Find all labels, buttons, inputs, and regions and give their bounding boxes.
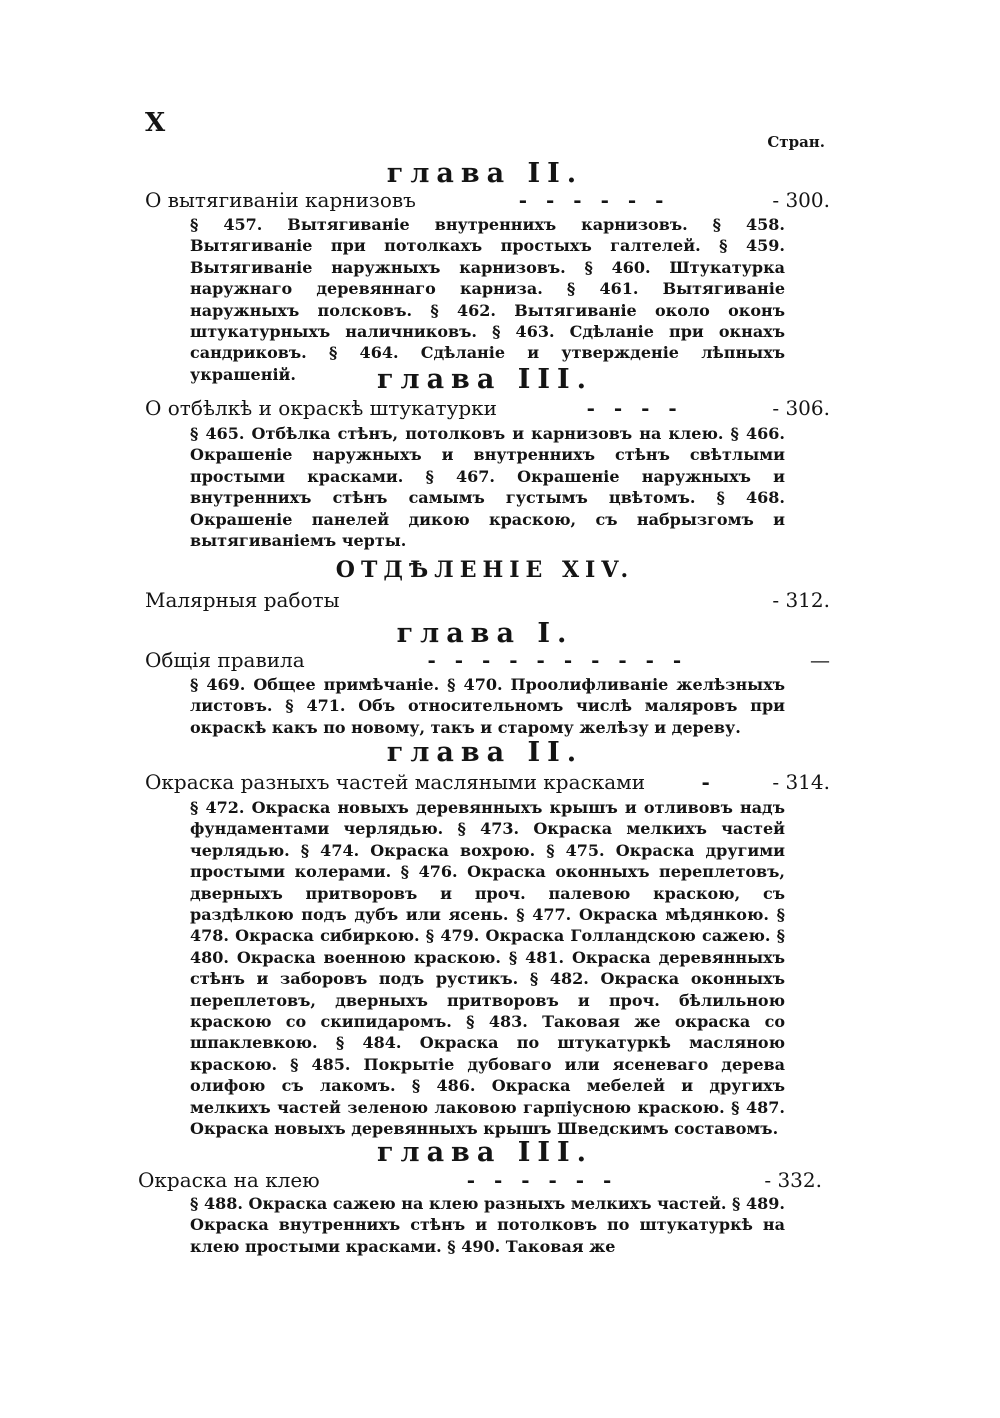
toc-entry-page: - 312. <box>772 588 830 612</box>
toc-entry-page: - 306. <box>772 396 830 420</box>
toc-entry-title: Общiя правила <box>145 648 305 672</box>
toc-entry-title: О вытягиванiи карнизовъ <box>145 188 416 212</box>
toc-entry <box>145 396 830 420</box>
leader-dots: - - - - <box>586 396 683 420</box>
chapter-heading: глава III. <box>376 364 594 395</box>
page-column-label: Стран. <box>767 133 825 151</box>
toc-entry <box>145 588 830 612</box>
chapter-heading: глава III. <box>376 1137 594 1168</box>
division-heading: ОТДѢЛЕНIЕ XIV. <box>335 557 635 583</box>
leader-dots: - - - - - - - - - - <box>427 648 688 672</box>
page-number: X <box>145 108 166 138</box>
toc-entry-page: - 332. <box>764 1168 822 1192</box>
paragraph-list: § 488. Окраска сажею на клею разныхъ мелкихъ частей. § 489. Окраска внутреннихъ стѣнъ и потолковъ по штукатуркѣ на клею простыми красками. § 490. Таковая же <box>190 1194 785 1256</box>
paragraph-list: § 457. Вытягиванiе внутреннихъ карнизовъ. § 458. Вытягиванiе при потолкахъ простыхъ галтелей. § 459. Вытягиванiе наружныхъ карнизовъ. § 460. Штукатурка наружнаго деревяннаго карниза. § 461. Вытягиванiе наружныхъ полсковъ. § 462. Вытягиванiе около оконъ штукатурныхъ наличниковъ. § 463. Сдѣланiе при окнахъ сандриковъ. § 464. Сдѣланiе и утвержденiе лѣпныхъ украшенiй. <box>190 215 785 384</box>
toc-entry-page: - 300. <box>772 188 830 212</box>
toc-entry-page: — <box>810 648 830 672</box>
toc-entry <box>145 648 830 672</box>
paragraph-list: § 472. Окраска новыхъ деревянныхъ крышъ и отливовъ надъ фундаментами черлядью. § 473. Окраска мелкихъ частей черлядью. § 474. Окраска вохрою. § 475. Окраска другими простыми колерами. § 476. Окраска оконныхъ переплетовъ, дверныхъ притворовъ и проч. палевою краскою, съ раздѣлкою подъ дубъ или ясень. § 477. Окраска мѣдянкою. § 478. Окраска сибиркою. § 479. Окраска Голландскою сажею. § 480. Окраска военною краскою. § 481. Окраска деревянныхъ стѣнъ и заборовъ подъ рустикъ. § 482. Окраска оконныхъ переплетовъ, дверныхъ притворовъ и проч. бѣлильною краскою со скипидаромъ. § 483. Таковая же окраска со шпаклевкою. § 484. Окраска по штукатуркѣ масляною краскою. § 485. Покрытiе дубоваго или ясеневаго дерева олифою съ лакомъ. § 486. Окраска мебелей и другихъ мелкихъ частей зеленою лаковою гарпiусною краскою. § 487. Окраска новыхъ деревянныхъ крышъ Шведскимъ составомъ. <box>190 798 785 1139</box>
toc-entry-title: Окраска на клею <box>138 1168 320 1192</box>
leader-dots: - - - - - - <box>518 188 670 212</box>
leader-dots: - - - - - - <box>466 1168 618 1192</box>
chapter-heading: глава II. <box>386 158 584 189</box>
chapter-heading: глава I. <box>396 618 574 649</box>
toc-entry-page: - 314. <box>772 770 830 794</box>
toc-entry <box>145 188 830 212</box>
leader-dots: - <box>701 770 716 794</box>
toc-entry-title: О отбѣлкѣ и окраскѣ штукатурки <box>145 396 497 420</box>
paragraph-list: § 465. Отбѣлка стѣнъ, потолковъ и карнизовъ на клею. § 466. Окрашенiе наружныхъ и внутреннихъ стѣнъ свѣтлыми простыми красками. § 467. Окрашенiе наружныхъ и внутреннихъ стѣнъ самымъ густымъ цвѣтомъ. § 468. Окрашенiе панелей дикою краскою, съ набрызгомъ и вытягиванiемъ черты. <box>190 424 785 551</box>
toc-entry-title: Окраска разныхъ частей масляными красками <box>145 770 646 794</box>
toc-entry <box>145 770 830 794</box>
chapter-heading: глава II. <box>386 737 584 768</box>
toc-entry <box>138 1168 822 1192</box>
toc-entry-title: Малярныя работы <box>145 588 340 612</box>
paragraph-list: § 469. Общее примѣчанiе. § 470. Проолифливанiе желѣзныхъ листовъ. § 471. Объ относительномъ числѣ маляровъ при окраскѣ какъ по новому, такъ и старому желѣзу и дереву. <box>190 675 785 737</box>
